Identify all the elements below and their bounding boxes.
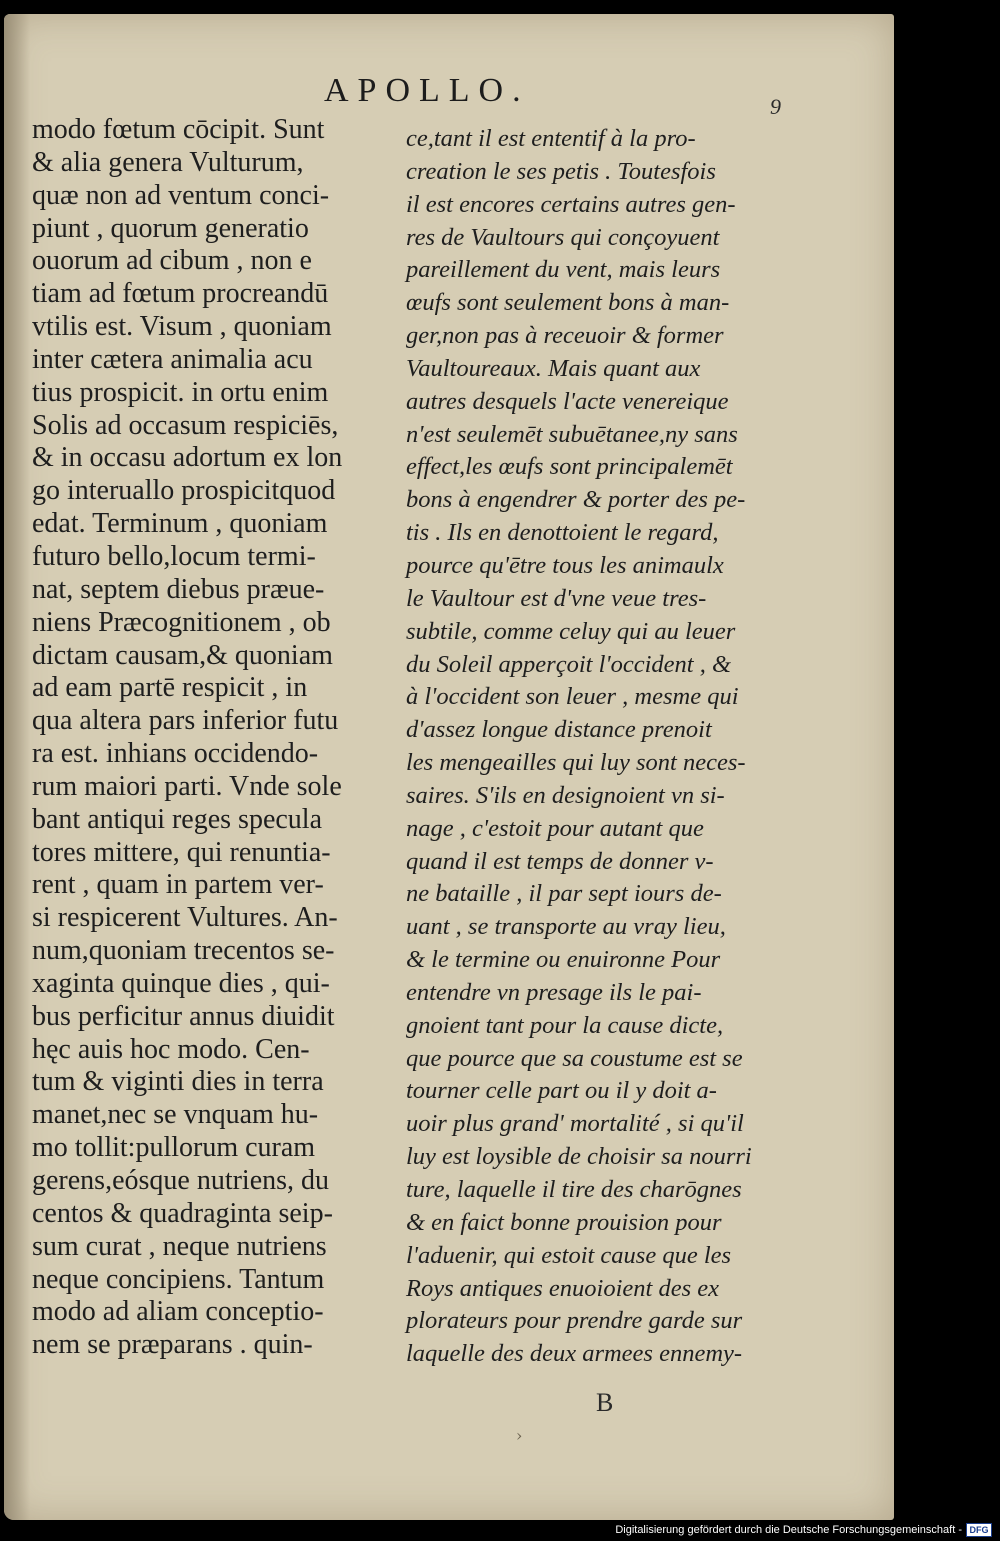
french-text-line: laquelle des deux armees ennemy- — [406, 1340, 743, 1368]
french-text-line: il est encores certains autres gen- — [406, 190, 736, 218]
french-text-line: ture, laquelle il tire des charōgnes — [406, 1176, 742, 1203]
french-text-line: & en faict bonne prouision pour — [406, 1208, 722, 1236]
latin-text-line: piunt , quorum generatio — [32, 212, 309, 244]
latin-text-line: tum & viginti dies in terra — [32, 1066, 324, 1098]
french-text-line: uant , se transporte au vray lieu, — [406, 913, 726, 941]
french-text-line: bons à engendrer & porter des pe- — [406, 486, 746, 514]
french-text-line: quand il est temps de donner v- — [406, 847, 714, 875]
latin-text-line: centos & quadraginta seip- — [32, 1197, 333, 1229]
french-text-line: creation le ses petis . Toutesfois — [406, 157, 716, 185]
latin-text-line: xaginta quinque dies , qui- — [32, 967, 330, 999]
french-text-line: & le termine ou enuironne Pour — [406, 946, 721, 974]
latin-text-column — [32, 114, 412, 1362]
french-text-line: Vaultoureaux. Mais quant aux — [406, 354, 701, 382]
latin-text-line: sum curat , neque nutriens — [32, 1230, 327, 1262]
latin-text-line: tores mittere, qui renuntia- — [32, 836, 331, 868]
french-text-column — [406, 123, 788, 1371]
french-text-line: ger,non pas à receuoir & former — [406, 322, 724, 350]
french-text-line: uoir plus grand' mortalité , si qu'il — [406, 1110, 744, 1138]
latin-text-line: dictam causam,& quoniam — [32, 639, 333, 671]
latin-text-line: rum maiori parti. Vnde sole — [32, 770, 342, 802]
book-page — [4, 14, 894, 1520]
signature-mark: B — [596, 1388, 614, 1417]
latin-text-line: ra est. inhians occidendo- — [32, 738, 319, 770]
latin-text-line: nem se præparans . quin- — [32, 1329, 313, 1361]
french-text-line: pource qu'ētre tous les animaulx — [406, 551, 724, 579]
latin-text-line: hęc auis hoc modo. Cen- — [32, 1033, 310, 1065]
french-text-line: tourner celle part ou il y doit a- — [406, 1077, 717, 1105]
french-text-line: du Soleil apperçoit l'occident , & — [406, 650, 732, 678]
french-text-line: ce,tant il est ententif à la pro- — [406, 125, 696, 152]
latin-text-line: & in occasu adortum ex lon — [32, 442, 343, 474]
latin-text-line: mo tollit:pullorum curam — [32, 1132, 316, 1164]
french-text-line: autres desquels l'acte venereique — [406, 387, 729, 415]
latin-text-line: inter cætera animalia acu — [32, 343, 313, 375]
french-text-line: luy est loysible de choisir sa nourri — [406, 1143, 752, 1171]
latin-text-line: edat. Terminum , quoniam — [32, 508, 328, 540]
french-text-line: subtile, comme celuy qui au leuer — [406, 617, 736, 645]
french-text-line: gnoient tant pour la cause dicte, — [406, 1011, 724, 1039]
latin-text-line: modo ad aliam conceptio- — [32, 1296, 324, 1328]
latin-text-line: futuro bello,locum termi- — [32, 540, 316, 572]
latin-text-line: gerens,eósque nutriens, du — [32, 1165, 330, 1196]
latin-text-line: Solis ad occasum respiciēs, — [32, 409, 339, 441]
french-text-line: plorateurs pour prendre garde sur — [406, 1307, 743, 1335]
french-text-line: que pource que sa coustume est se — [406, 1044, 743, 1072]
french-text-line: nage , c'estoit pour autant que — [406, 814, 704, 842]
latin-text-line: quæ non ad ventum conci- — [32, 179, 330, 211]
page-number: 9 — [770, 94, 781, 119]
latin-text-line: num,quoniam trecentos se- — [32, 935, 335, 967]
latin-text-line: vtilis est. Visum , quoniam — [32, 311, 332, 343]
french-text-line: saires. S'ils en designoient vn si- — [406, 781, 725, 809]
french-text-line: le Vaultour est d'vne veue tres- — [406, 584, 707, 612]
latin-text-line: ad eam partē respicit , in — [32, 672, 308, 704]
french-text-line: effect,les œufs sont principalemēt — [406, 453, 733, 481]
dfg-logo: DFG — [966, 1523, 992, 1537]
latin-text-line: ouorum ad cibum , non e — [32, 245, 312, 277]
latin-text-line: niens Præcognitionem , ob — [32, 606, 331, 638]
latin-text-line: bus perficitur annus diuidit — [32, 1000, 335, 1032]
french-text-line: d'assez longue distance prenoit — [406, 716, 712, 744]
latin-text-line: tiam ad fœtum procreandū — [32, 278, 329, 310]
digitization-footer — [615, 1523, 992, 1537]
latin-text-line: neque concipiens. Tantum — [32, 1263, 325, 1295]
french-text-line: ne bataille , il par sept iours de- — [406, 880, 722, 908]
french-text-line: œufs sont seulement bons à man- — [406, 289, 730, 317]
french-text-line: pareillement du vent, mais leurs — [406, 256, 721, 284]
latin-text-line: manet,nec se vnquam hu- — [32, 1099, 319, 1131]
latin-text-line: qua altera pars inferior futu — [32, 705, 339, 737]
french-text-line: Roys antiques enuoioient des ex — [406, 1274, 719, 1302]
french-text-line: les mengeailles qui luy sont neces- — [406, 749, 746, 777]
latin-text-line: & alia genera Vulturum, — [32, 146, 304, 178]
french-text-line: entendre vn presage ils le pai- — [406, 978, 702, 1006]
latin-text-line: bant antiqui reges specula — [32, 803, 323, 835]
latin-text-line: tius prospicit. in ortu enim — [32, 376, 329, 408]
catchword-mark: › — [516, 1426, 523, 1445]
french-text-line: à l'occident son leuer , mesme qui — [406, 683, 739, 711]
funding-credit: Digitalisierung gefördert durch die Deutsche Forschungsgemeinschaft - — [615, 1524, 962, 1536]
latin-text-line: nat, septem diebus præue- — [32, 573, 325, 605]
latin-text-line: rent , quam in partem ver- — [32, 869, 324, 901]
french-text-line: l'aduenir, qui estoit cause que les — [406, 1241, 732, 1269]
running-head: APOLLO. — [324, 72, 530, 109]
latin-text-line: go interuallo prospicitquod — [32, 475, 336, 507]
latin-text-line: modo fœtum cōcipit. Sunt — [32, 114, 325, 145]
french-text-line: tis . Ils en denottoient le regard, — [406, 519, 719, 547]
latin-text-line: si respicerent Vultures. An- — [32, 902, 338, 934]
french-text-line: n'est seulemēt subuētanee,ny sans — [406, 420, 738, 448]
french-text-line: res de Vaultours qui conçoyuent — [406, 223, 720, 251]
